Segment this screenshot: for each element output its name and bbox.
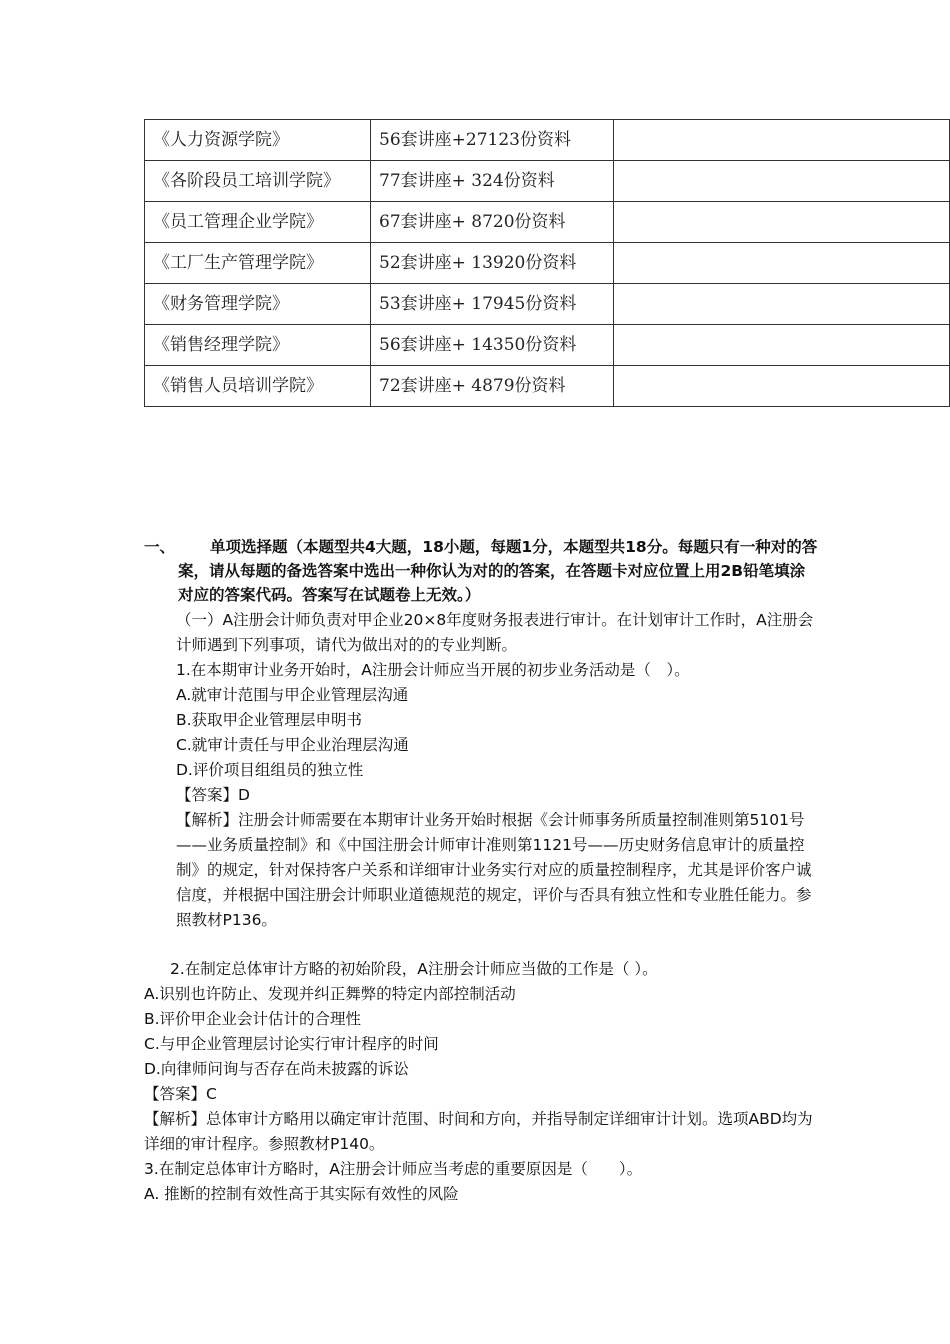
table-row [145,284,950,325]
empty-cell [614,325,950,366]
course-name-cell: 《财务管理学院》 [145,284,371,325]
table-row [145,161,950,202]
table-row [145,325,950,366]
answer: 【答案】C [144,1085,217,1103]
course-name-cell: 《销售经理学院》 [145,325,371,366]
empty-cell [614,120,950,161]
course-name-cell: 《销售人员培训学院》 [145,366,371,407]
question-text: 1.在本期审计业务开始时，A注册会计师应当开展的初步业务活动是（ ）。 [176,661,690,679]
course-content-cell: 53套讲座+ 17945份资料 [371,284,614,325]
course-content-cell: 56套讲座+ 14350份资料 [371,325,614,366]
answer: 【答案】D [176,786,250,804]
analysis: 【解析】注册会计师需要在本期审计业务开始时根据《会计师事务所质量控制准则第5101号——业务质量控制》和《中国注册会计师审计准则第1121号——历史财务信息审计的质量控制》的规定，针对保持客户关系和详细审计业务实行对应的质量控制程序，尤其是评价客户诚信度，并根据中国注册会计师职业道德规范的规定，评价与否具有独立性和专业胜任能力。参照教材P136。 [176,811,812,929]
option-a: A.识别也许防止、发现并纠正舞弊的特定内部控制活动 [144,985,516,1003]
section-number: 一、 [144,538,176,556]
table-row [145,202,950,243]
course-content-cell: 72套讲座+ 4879份资料 [371,366,614,407]
table-row [145,243,950,284]
course-name-cell: 《员工管理企业学院》 [145,202,371,243]
option-a: A.就审计范围与甲企业管理层沟通 [176,686,409,704]
question-group-1 [176,608,826,933]
option-b: B.获取甲企业管理层申明书 [176,711,363,729]
course-content-cell: 52套讲座+ 13920份资料 [371,243,614,284]
option-a: A. 推断的控制有效性高于其实际有效性的风险 [144,1185,459,1203]
question-group-2 [144,957,824,1207]
analysis: 【解析】总体审计方略用以确定审计范围、时间和方向，并指导制定详细审计计划。选项ABD均为详细的审计程序。参照教材P140。 [144,1110,813,1153]
option-c: C.就审计责任与甲企业治理层沟通 [176,736,409,754]
empty-cell [614,243,950,284]
course-table [144,119,950,407]
course-content-cell: 77套讲座+ 324份资料 [371,161,614,202]
course-content-cell: 56套讲座+27123份资料 [371,120,614,161]
option-b: B.评价甲企业会计估计的合理性 [144,1010,362,1028]
table-row [145,366,950,407]
section-title: 单项选择题（本题型共4大题，18小题，每题1分，本题型共18分。每题只有一种对的答案，请从每题的备选答案中选出一种你认为对的的答案，在答题卡对应位置上用2B铅笔填涂对应的答案代码。答案写在试题卷上无效。） [178,538,818,604]
course-name-cell: 《人力资源学院》 [145,120,371,161]
course-name-cell: 《工厂生产管理学院》 [145,243,371,284]
option-d: D.向律师问询与否存在尚未披露的诉讼 [144,1060,409,1078]
question-text: 2.在制定总体审计方略的初始阶段，A注册会计师应当做的工作是（ ）。 [170,960,658,978]
option-d: D.评价项目组组员的独立性 [176,761,364,779]
table-row [145,120,950,161]
option-c: C.与甲企业管理层讨论实行审计程序的时间 [144,1035,439,1053]
empty-cell [614,284,950,325]
case-intro: （一）A注册会计师负责对甲企业20×8年度财务报表进行审计。在计划审计工作时，A注册会计师遇到下列事项，请代为做出对的的专业判断。 [176,611,814,654]
empty-cell [614,366,950,407]
empty-cell [614,161,950,202]
empty-cell [614,202,950,243]
question-text: 3.在制定总体审计方略时，A注册会计师应当考虑的重要原因是（ ）。 [144,1160,643,1178]
course-content-cell: 67套讲座+ 8720份资料 [371,202,614,243]
course-name-cell: 《各阶段员工培训学院》 [145,161,371,202]
